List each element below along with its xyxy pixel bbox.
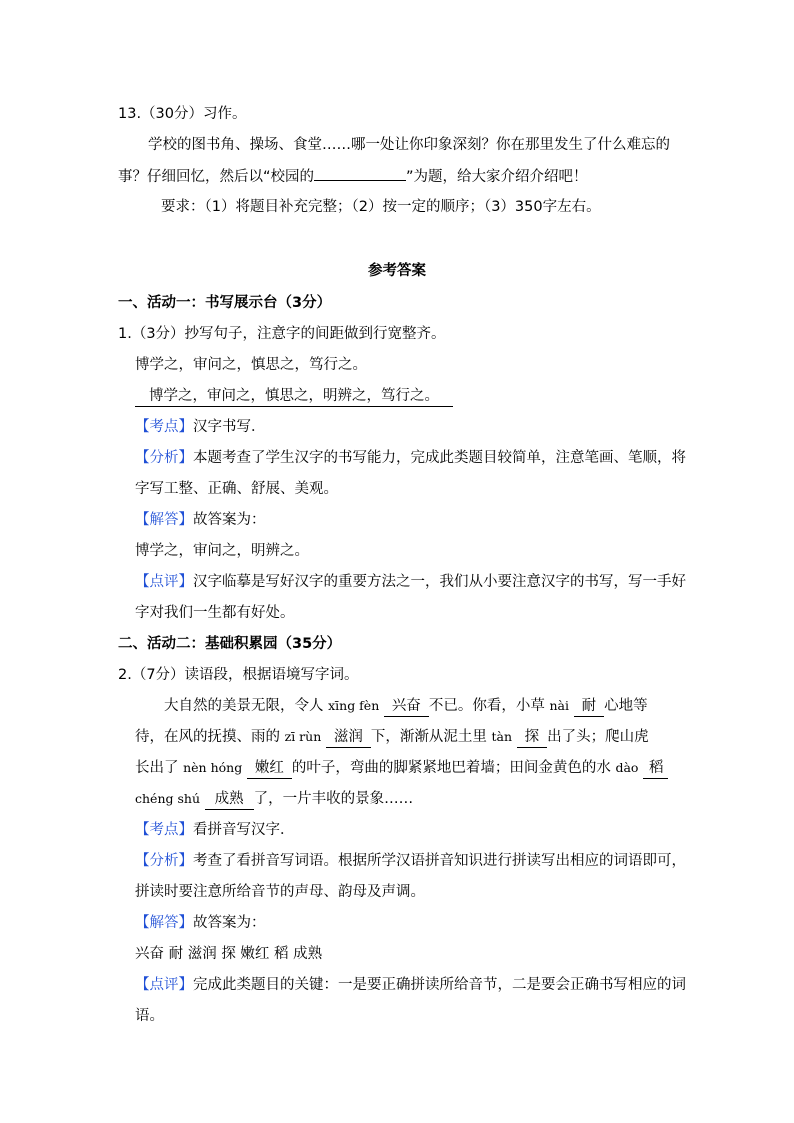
q2-passage-line1: 大自然的美景无限，令人 xīng fèn 兴奋 不已。你看，小草 nài 耐 心地等 [164, 696, 648, 717]
answer-blank: 兴奋 [384, 696, 429, 717]
pinyin: xīng fèn [328, 698, 380, 713]
q2-answer: 兴奋 耐 滋润 探 嫩红 稻 成熟 [135, 946, 323, 962]
q13-requirements: 要求：（1）将题目补充完整；（2）按一定的顺序；（3）350字左右。 [161, 199, 601, 215]
q1-fenxi: 【分析】本题考查了学生汉字的书写能力，完成此类题目较简单，注意笔画、笔顺，将 [135, 450, 686, 466]
answer-blank: 耐 [574, 696, 605, 717]
pinyin: zī rùn [284, 729, 322, 744]
q13-paragraph-line1: 学校的图书角、操场、食堂……哪一处让你印象深刻？你在那里发生了什么难忘的 [148, 137, 670, 153]
answer-blank: 成熟 [205, 789, 254, 810]
q1-dianping: 【点评】汉字临摹是写好汉字的重要方法之一，我们从小要注意汉字的书写，写一手好 [135, 574, 686, 590]
q2-fenxi: 【分析】考查了看拼音写词语。根据所学汉语拼音知识进行拼读写出相应的词语即可， [135, 853, 686, 869]
section-2-heading: 二、活动二：基础积累园（35分） [118, 636, 342, 652]
q2-dianping: 【点评】完成此类题目的关键：一是要正确拼读所给音节，二是要会正确书写相应的词 [135, 977, 686, 993]
q2-passage-line2: 待，在风的抚摸、雨的 zī rùn 滋润 下，渐渐从泥土里 tàn 探 出了头；爬山虎 [135, 727, 649, 748]
q1-answer: 博学之，审问之，明辨之。 [135, 543, 309, 559]
q1-copy-line: 博学之，审问之，慎思之，明辨之，笃行之。 [135, 386, 453, 407]
pinyin: tàn [491, 729, 512, 744]
answer-blank: 滋润 [326, 727, 371, 748]
answer-blank: 嫩红 [247, 758, 292, 779]
q2-dianping-cont: 语。 [135, 1008, 164, 1024]
q1-heading: 1.（3分）抄写句子，注意字的间距做到行宽整齐。 [118, 326, 446, 342]
q1-jieda: 【解答】故答案为： [135, 512, 266, 528]
pinyin: dào [615, 760, 639, 775]
title-blank[interactable] [314, 166, 406, 181]
answer-blank: 探 [517, 727, 548, 748]
pinyin: nài [549, 698, 569, 713]
q13-heading: 13.（30分）习作。 [118, 106, 247, 122]
answer-title: 参考答案 [368, 263, 426, 279]
q2-heading: 2.（7分）读语段，根据语境写字词。 [118, 667, 359, 683]
section-1-heading: 一、活动一：书写展示台（3分） [118, 295, 332, 311]
q1-kaodian: 【考点】汉字书写． [135, 419, 266, 435]
q1-sentence: 博学之，审问之，慎思之，笃行之。 [135, 357, 367, 373]
q2-passage-line4: chéng shú 成熟 了，一片丰收的景象…… [135, 789, 413, 810]
q2-kaodian: 【考点】看拼音写汉字． [135, 822, 295, 838]
q1-dianping-cont: 字对我们一生都有好处。 [135, 605, 295, 621]
pinyin: chéng shú [135, 791, 200, 806]
q13-paragraph-line2: 事？仔细回忆，然后以“校园的 ”为题，给大家介绍介绍吧！ [118, 166, 588, 187]
pinyin: nèn hóng [183, 760, 243, 775]
q1-fenxi-cont: 字写工整、正确、舒展、美观。 [135, 481, 338, 497]
q2-fenxi-cont: 拼读时要注意所给音节的声母、韵母及声调。 [135, 884, 425, 900]
q2-jieda: 【解答】故答案为： [135, 915, 266, 931]
answer-blank: 稻 [643, 758, 668, 779]
q2-passage-line3: 长出了 nèn hóng 嫩红 的叶子，弯曲的脚紧紧地巴着墙；田间金黄色的水 dào 稻 [135, 758, 668, 779]
